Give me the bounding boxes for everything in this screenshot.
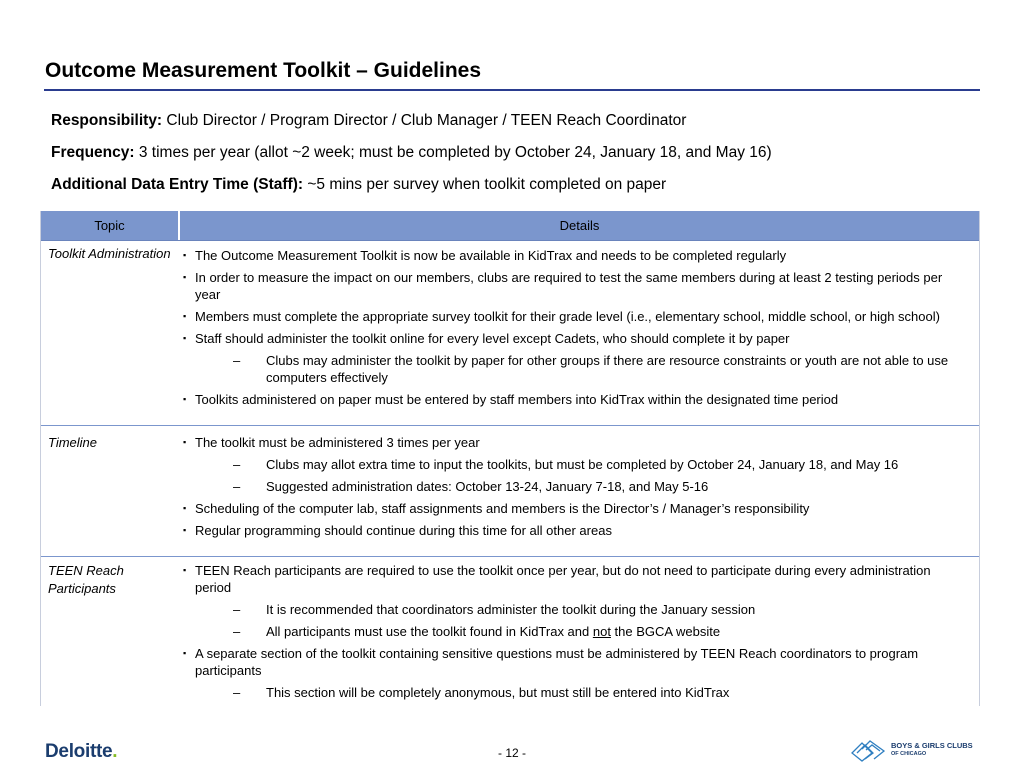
responsibility-line bbox=[51, 111, 772, 131]
sub-list-item: – Clubs may allot extra time to input the toolkits, but must be completed by October 24, January 18, and May 16 bbox=[233, 457, 899, 472]
list-item: ▪ TEEN Reach participants are required to use the toolkit once per year, but do not need to participate during every administration period bbox=[183, 563, 931, 595]
frequency-value: 3 times per year (allot ~2 week; must be completed by October 24, January 18, and May 16) bbox=[134, 144, 772, 161]
underlined-not: not bbox=[592, 624, 611, 639]
page-title: Outcome Measurement Toolkit – Guidelines bbox=[45, 59, 482, 82]
list-item: ▪ Regular programming should continue during this time for all other areas bbox=[183, 523, 612, 538]
entry-time-label: Additional Data Entry Time (Staff): bbox=[51, 176, 304, 193]
sub-list-item: – All participants must use the toolkit found in KidTrax and not the BGCA website bbox=[233, 624, 721, 639]
header-details: Details bbox=[559, 218, 600, 233]
responsibility-label: Responsibility: bbox=[51, 112, 163, 129]
bgc-logo-text: BOYS & GIRLS CLUBS OF CHICAGO bbox=[891, 741, 973, 757]
page-number: - 12 - bbox=[497, 746, 526, 760]
topic-teen-reach: TEEN Reach Participants bbox=[48, 563, 124, 596]
list-item: ▪ Scheduling of the computer lab, staff assignments and members is the Director’s / Manager’s responsibility bbox=[183, 501, 810, 516]
sub-list-item: – It is recommended that coordinators administer the toolkit during the January session bbox=[233, 602, 756, 617]
table-header bbox=[41, 211, 979, 241]
table-row bbox=[41, 426, 979, 557]
responsibility-value: Club Director / Program Director / Club Manager / TEEN Reach Coordinator bbox=[162, 112, 687, 129]
entry-time-value: ~5 mins per survey when toolkit completed on paper bbox=[303, 176, 667, 193]
deloitte-logo: Deloitte. bbox=[45, 741, 118, 762]
details-teen-reach bbox=[180, 557, 979, 706]
sub-list-item: – Clubs may administer the toolkit by paper for other groups if there are resource constraints or youth are not able to use computers effectively bbox=[233, 353, 949, 385]
sub-list-item: – This section will be completely anonymous, but must still be entered into KidTrax bbox=[233, 685, 730, 700]
header-topic: Topic bbox=[41, 211, 180, 240]
table-row bbox=[41, 241, 979, 426]
table-row bbox=[41, 557, 979, 706]
sub-list-item: – Suggested administration dates: October 13-24, January 7-18, and May 5-16 bbox=[233, 479, 709, 494]
title-divider bbox=[44, 89, 980, 91]
frequency-label: Frequency: bbox=[51, 144, 135, 161]
meta-block bbox=[51, 111, 772, 207]
list-item: ▪ A separate section of the toolkit containing sensitive questions must be administered by TEEN Reach coordinators to program participants bbox=[183, 646, 919, 678]
list-item: ▪ Members must complete the appropriate survey toolkit for their grade level (i.e., elementary school, middle school, or high school) bbox=[183, 309, 940, 324]
list-item: ▪ Toolkits administered on paper must be entered by staff members into KidTrax within the designated time period bbox=[183, 392, 839, 407]
guidelines-table bbox=[40, 211, 980, 706]
entry-time-line bbox=[51, 175, 772, 195]
topic-toolkit-administration: Toolkit Administration bbox=[48, 246, 171, 261]
details-toolkit-administration bbox=[180, 241, 979, 425]
list-item: ▪ In order to measure the impact on our members, clubs are required to test the same members during at least 2 testing periods per year bbox=[183, 270, 943, 302]
list-item: ▪ The Outcome Measurement Toolkit is now be available in KidTrax and needs to be completed regularly bbox=[183, 248, 787, 263]
list-item: ▪ Staff should administer the toolkit online for every level except Cadets, who should complete it by paper bbox=[183, 331, 790, 346]
details-timeline bbox=[180, 426, 979, 556]
bgc-hands-icon bbox=[850, 737, 886, 763]
bgc-logo bbox=[850, 737, 973, 763]
list-item: ▪ The toolkit must be administered 3 times per year bbox=[183, 435, 480, 450]
topic-timeline: Timeline bbox=[48, 435, 98, 450]
frequency-line bbox=[51, 143, 772, 163]
